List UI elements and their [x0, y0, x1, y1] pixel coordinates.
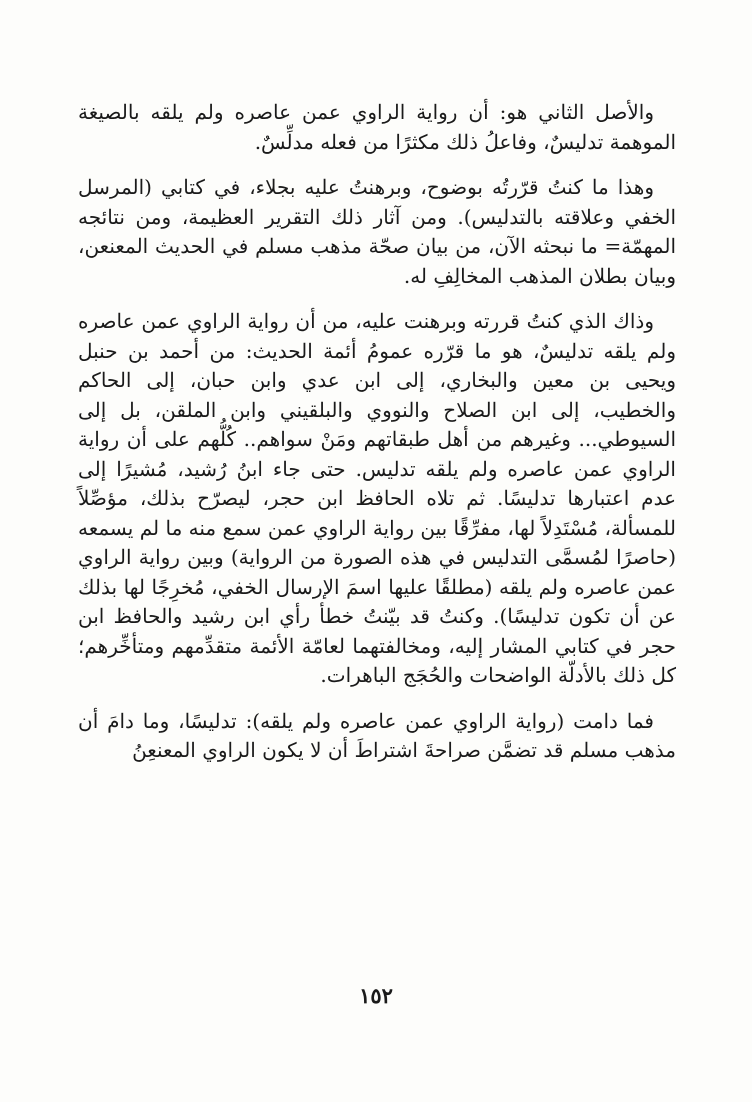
paragraph-3: وذاك الذي كنتُ قررته وبرهنت عليه، من أن رواية الراوي عمن عاصره ولم يلقه تدليسٌ، هو ما قرّره عمومُ أئمة الحديث: من أحمد بن حنبل ويحيى بن معين والبخاري، إلى ابن عدي وابن حبان، إلى الحاكم والخطيب، إلى ابن الصلاح والنووي والبلقيني وابن الملقن، بل إلى السيوطي... وغيرهم من أهل طبقاتهم ومَنْ سواهم.. كُلُّهم على أن رواية الراوي عمن عاصره ولم يلقه تدليس. حتى جاء ابنُ رُشيد، مُشيرًا إلى عدم اعتبارها تدليسًا. ثم تلاه الحافظ ابن حجر، ليصرّح بذلك، مؤصِّلاً للمسألة، مُسْتَدِلاً لها، مفرِّقًا بين رواية الراوي عمن سمع منه ما لم يسمعه (حاصرًا لمُسمَّى التدليس في هذه الصورة من الرواية) وبين رواية الراوي عمن عاصره ولم يلقه (مطلقًا عليها اسمَ الإرسال الخفي، مُخرِجًا لها بذلك عن أن تكون تدليسًا). وكنتُ قد بيّنتُ خطأ رأي ابن رشيد والحافظ ابن حجر في كتابي المشار إليه، ومخالفتهما لعامّة الأئمة متقدِّمهم ومتأخِّرهم؛ كل ذلك بالأدلّة الواضحات والحُجَج الباهرات.	[78, 309, 676, 687]
paragraph-2: وهذا ما كنتُ قرّرتُه بوضوح، وبرهنتُ عليه بجلاء، في كتابي (المرسل الخفي وعلاقته بالتدليس). ومن آثار ذلك التقرير العظيمة، ومن نتائجه المهمّة= ما نبحثه الآن، من بيان صحّة مذهب مسلم في الحديث المعنعن، وبيان بطلان المذهب المخالِفِ له.	[78, 175, 676, 288]
body-text	[78, 98, 676, 782]
paragraph-4: فما دامت (رواية الراوي عمن عاصره ولم يلقه): تدليسًا، وما دامَ أن مذهب مسلم قد تضمَّن صراحةَ اشتراطَ أن لا يكون الراوي المعنعِنُ	[78, 708, 676, 762]
page-number: ١٥٢	[359, 983, 393, 1008]
paragraph-1: والأصل الثاني هو: أن رواية الراوي عمن عاصره ولم يلقه بالصيغة الموهمة تدليسٌ، وفاعلُ ذلك مكثرًا من فعله مدلِّسٌ.	[78, 100, 676, 154]
